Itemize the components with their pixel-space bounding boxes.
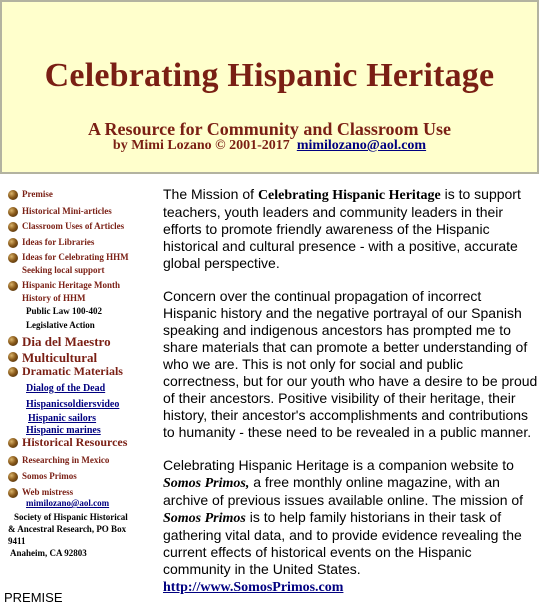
concern-paragraph: Concern over the continual propagation of incorrect Hispanic history and the negative portrayal of our Spanish speaking and indigenous ancestors has prompted me to share materials that can promote a better understanding of who we are. This is not only for social and public correctness, but for our youth who have a desire to be proud of their ancestors. Positive visibility of their heritage, their history, their ancestor's accomplishments and contributions to humanity - these need to be revealed in a public manner. — [163, 288, 538, 440]
society-address-line-2: & Ancestral Research, PO Box — [8, 524, 127, 534]
sidebar-item-researching-mexico[interactable] — [8, 454, 109, 467]
author-line — [2, 138, 537, 154]
bullet-icon — [8, 253, 18, 263]
somos-primos-emphasis: Somos Primos — [163, 511, 246, 526]
sidebar-item-label: Ideas for Celebrating HHM Seeking local support — [22, 252, 129, 275]
author-email-link[interactable]: mimilozano@aol.com — [296, 138, 427, 153]
sidebar-item-label: Premise — [22, 189, 53, 199]
link-hispanic-marines[interactable]: Hispanic marines — [26, 425, 101, 436]
somos-primos-url-link[interactable]: http://www.SomosPrimos.com — [163, 580, 344, 595]
society-address-line-3: 9411 — [8, 536, 26, 546]
legislative-action-text: Legislative Action — [26, 320, 95, 330]
bullet-icon — [8, 238, 18, 248]
sidebar-item-label: Historical Resources — [22, 435, 128, 449]
mission-content — [163, 186, 538, 596]
bullet-icon — [8, 190, 18, 200]
bullet-icon — [8, 367, 18, 377]
bullet-icon — [8, 438, 18, 448]
sidebar-item-multicultural[interactable] — [8, 350, 97, 365]
sidebar-item-dramatic-materials[interactable] — [8, 365, 123, 378]
public-law-text: Public Law 100-402 — [26, 306, 103, 316]
bullet-icon — [8, 488, 18, 498]
header-banner — [0, 0, 539, 174]
companion-paragraph: Celebrating Hispanic Heritage is a companion website to Somos Primos, a free monthly online magazine, with an archive of previous issues available online. The mission of Somos Primos is to help family historians in their task of gathering vital data, and to provide evidence revealing the current effects of historical events on the Hispanic community in the United States. — [163, 457, 524, 577]
sidebar-item-classroom-uses[interactable] — [8, 220, 124, 233]
bullet-icon — [8, 207, 18, 217]
sidebar-item-historical-resources[interactable] — [8, 436, 127, 449]
society-address-line-1: Society of Hispanic Historical — [14, 512, 128, 522]
site-subtitle: A Resource for Community and Classroom Use — [88, 119, 451, 139]
sidebar-item-label: Dia del Maestro — [22, 334, 111, 349]
sidebar-item-label: Historical Mini-articles — [22, 206, 112, 216]
sidebar-item-somos-primos[interactable] — [8, 470, 77, 483]
somos-primos-emphasis: Somos Primos, — [163, 476, 250, 491]
sidebar-item-historical-mini-articles[interactable] — [8, 205, 112, 218]
premise-section-heading: PREMISE — [4, 590, 63, 605]
sidebar-item-dia-del-maestro[interactable] — [8, 334, 111, 349]
bullet-icon — [8, 456, 18, 466]
author-credit: by Mimi Lozano © 2001-2017 — [112, 138, 290, 153]
sidebar-item-ideas-hhm[interactable] — [8, 251, 129, 277]
bullet-icon — [8, 222, 18, 232]
sidebar-item-label: Web mistress — [22, 487, 74, 497]
link-hispanic-soldiers-video[interactable]: Hispanicsoldiersvideo — [26, 399, 120, 410]
link-dialog-of-the-dead[interactable]: Dialog of the Dead — [26, 383, 106, 394]
sidebar-item-label: Hispanic Heritage Month History of HHM — [22, 280, 120, 303]
mission-paragraph: The Mission of Celebrating Hispanic Heritage is to support teachers, youth leaders and community leaders in their efforts to promote friendly awareness of the Hispanic historical and cultural presence - with a positive, accurate global perspective. — [163, 186, 521, 271]
society-address-line-4: Anaheim, CA 92803 — [10, 548, 87, 558]
sidebar-item-hhm-month[interactable] — [8, 279, 120, 305]
sidebar-item-ideas-libraries[interactable] — [8, 236, 94, 249]
bullet-icon — [8, 336, 18, 346]
sidebar-item-label: Multicultural — [22, 350, 98, 365]
sidebar-item-label: Classroom Uses of Articles — [22, 221, 125, 231]
sidebar-item-label: Ideas for Libraries — [22, 237, 95, 247]
sidebar-item-premise[interactable] — [8, 188, 53, 201]
bullet-icon — [8, 352, 18, 362]
site-title: Celebrating Hispanic Heritage — [44, 57, 495, 94]
sidebar-item-label: Somos Primos — [22, 471, 77, 481]
link-hispanic-sailors[interactable]: Hispanic sailors — [28, 413, 97, 424]
web-mistress-email-link[interactable]: mimilozano@aol.com — [26, 498, 110, 508]
site-name-emphasis: Celebrating Hispanic Heritage — [257, 188, 441, 203]
sidebar-item-label: Researching in Mexico — [22, 455, 110, 465]
bullet-icon — [8, 472, 18, 482]
bullet-icon — [8, 281, 18, 291]
sidebar-item-label: Dramatic Materials — [22, 364, 123, 378]
